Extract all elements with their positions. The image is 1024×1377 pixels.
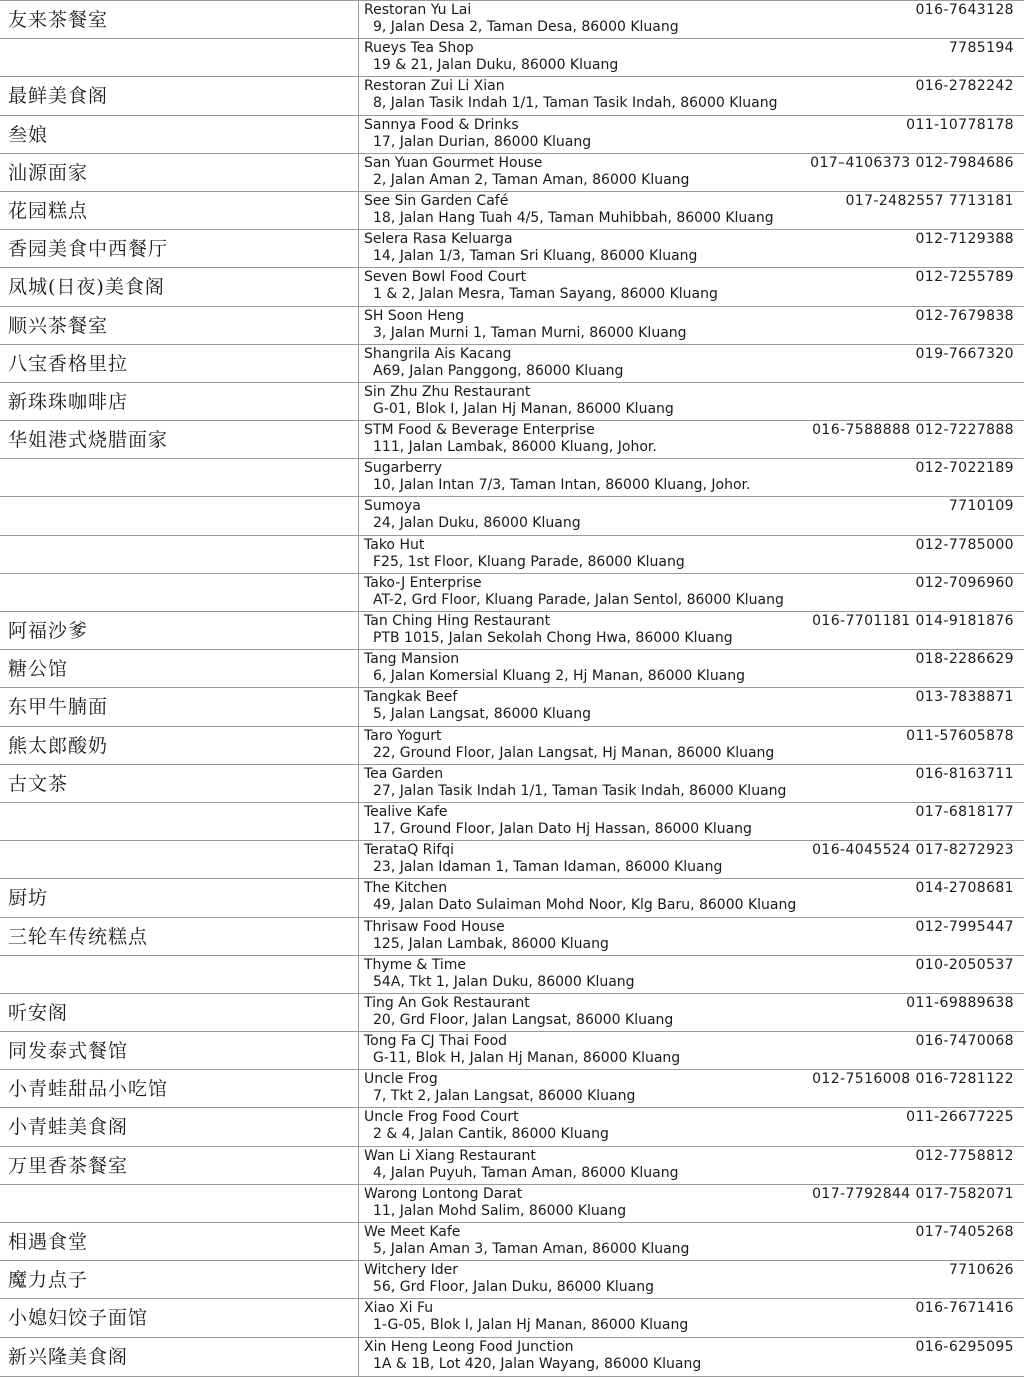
business-address: 11, Jalan Mohd Salim, 86000 Kluang — [373, 1202, 627, 1219]
business-address: 10, Jalan Intan 7/3, Taman Intan, 86000 Kluang, Johor. — [373, 477, 751, 494]
business-name: Wan Li Xiang Restaurant — [364, 1147, 536, 1164]
directory-row — [0, 383, 1024, 421]
phone-number: 012-7255789 — [915, 269, 1014, 286]
chinese-name: 三轮车传统糕点 — [8, 925, 149, 948]
business-address: 125, Jalan Lambak, 86000 Kluang — [373, 935, 609, 952]
chinese-name: 糖公馆 — [8, 658, 69, 681]
business-address: PTB 1015, Jalan Sekolah Chong Hwa, 86000 Kluang — [373, 630, 733, 646]
directory-row — [0, 268, 1024, 306]
column-divider — [358, 497, 359, 534]
business-name: Thrisaw Food House — [364, 918, 505, 935]
business-address: 56, Grd Floor, Jalan Duku, 86000 Kluang — [373, 1279, 655, 1296]
phone-number: 012-7096960 — [915, 574, 1014, 591]
business-address: 5, Jalan Langsat, 86000 Kluang — [373, 706, 591, 723]
directory-row — [0, 154, 1024, 192]
directory-row — [0, 77, 1024, 115]
phone-number: 011-26677225 — [906, 1109, 1014, 1126]
directory-row — [0, 230, 1024, 268]
business-name: Rueys Tea Shop — [364, 40, 474, 57]
directory-row — [0, 727, 1024, 765]
column-divider — [358, 154, 359, 191]
phone-number: 016-7701181 014-9181876 — [812, 613, 1014, 629]
chinese-name: 魔力点子 — [8, 1269, 89, 1292]
column-divider — [358, 841, 359, 878]
business-name: Restoran Yu Lai — [364, 2, 472, 18]
directory-row — [0, 39, 1024, 77]
column-divider — [358, 268, 359, 305]
business-address: 27, Jalan Tasik Indah 1/1, Taman Tasik Indah, 86000 Kluang — [373, 782, 787, 799]
phone-number: 014-2708681 — [915, 880, 1014, 897]
business-name: Tan Ching Hing Restaurant — [364, 613, 551, 629]
directory-row — [0, 536, 1024, 574]
business-name: SH Soon Heng — [364, 307, 465, 324]
chinese-name: 同发泰式餐馆 — [8, 1040, 129, 1063]
column-divider — [358, 383, 359, 420]
chinese-name: 汕源面家 — [8, 161, 89, 184]
directory-row — [0, 1299, 1024, 1337]
column-divider — [358, 1261, 359, 1298]
chinese-name: 新兴隆美食阁 — [8, 1345, 129, 1368]
phone-number: 017-7792844 017-7582071 — [812, 1185, 1014, 1202]
business-name: Tea Garden — [364, 765, 444, 782]
column-divider — [358, 345, 359, 382]
phone-number: 013-7838871 — [915, 689, 1014, 706]
business-address: 22, Ground Floor, Jalan Langsat, Hj Manan, 86000 Kluang — [373, 744, 775, 761]
business-address: A69, Jalan Panggong, 86000 Kluang — [373, 362, 624, 379]
business-address: 17, Jalan Durian, 86000 Kluang — [373, 133, 592, 150]
column-divider — [358, 918, 359, 955]
business-name: Tako-J Enterprise — [364, 574, 482, 591]
column-divider — [358, 1147, 359, 1184]
business-address: G-01, Blok I, Jalan Hj Manan, 86000 Kluang — [373, 400, 674, 417]
business-name: Xin Heng Leong Food Junction — [364, 1338, 574, 1355]
business-address: 6, Jalan Komersial Kluang 2, Hj Manan, 86000 Kluang — [373, 668, 746, 685]
business-address: 1-G-05, Blok I, Jalan Hj Manan, 86000 Kluang — [373, 1317, 689, 1334]
business-name: Uncle Frog — [364, 1071, 438, 1088]
business-name: Uncle Frog Food Court — [364, 1109, 519, 1126]
chinese-name: 八宝香格里拉 — [8, 352, 129, 375]
business-address: 1 & 2, Jalan Mesra, Taman Sayang, 86000 Kluang — [373, 286, 718, 303]
business-address: 2, Jalan Aman 2, Taman Aman, 86000 Kluang — [373, 171, 690, 188]
chinese-name: 听安阁 — [8, 1001, 69, 1024]
phone-number: 011-10778178 — [906, 116, 1014, 133]
column-divider — [358, 1223, 359, 1260]
business-name: Thyme & Time — [364, 956, 467, 973]
column-divider — [358, 1299, 359, 1336]
business-name: Taro Yogurt — [364, 727, 442, 744]
column-divider — [358, 612, 359, 649]
phone-number: 7710109 — [948, 498, 1014, 515]
directory-row — [0, 688, 1024, 726]
business-address: 19 & 21, Jalan Duku, 86000 Kluang — [373, 57, 619, 74]
directory-row — [0, 765, 1024, 803]
column-divider — [358, 650, 359, 687]
directory-row — [0, 918, 1024, 956]
business-name: Restoran Zui Li Xian — [364, 78, 505, 95]
chinese-name: 厨坊 — [8, 887, 49, 910]
column-divider — [358, 459, 359, 496]
directory-row — [0, 994, 1024, 1032]
directory-row — [0, 116, 1024, 154]
column-divider — [358, 956, 359, 993]
directory-row — [0, 1185, 1024, 1223]
phone-number: 7710626 — [948, 1262, 1014, 1279]
business-name: Tong Fa CJ Thai Food — [364, 1033, 508, 1050]
column-divider — [358, 116, 359, 153]
chinese-name: 古文茶 — [8, 772, 69, 795]
business-name: Sugarberry — [364, 460, 443, 477]
business-address: 8, Jalan Tasik Indah 1/1, Taman Tasik Indah, 86000 Kluang — [373, 95, 778, 112]
business-name: Sannya Food & Drinks — [364, 116, 519, 133]
business-name: Ting An Gok Restaurant — [364, 994, 530, 1011]
business-name: Shangrila Ais Kacang — [364, 345, 512, 362]
directory-row — [0, 803, 1024, 841]
directory-row — [0, 192, 1024, 230]
chinese-name: 华姐港式烧腊面家 — [8, 429, 169, 452]
business-address: 24, Jalan Duku, 86000 Kluang — [373, 515, 581, 532]
phone-number: 012-7758812 — [915, 1147, 1014, 1164]
business-name: Selera Rasa Keluarga — [364, 231, 513, 248]
column-divider — [358, 727, 359, 764]
business-name: Tang Mansion — [364, 651, 460, 668]
column-divider — [358, 994, 359, 1031]
chinese-name: 万里香茶餐室 — [8, 1154, 129, 1177]
business-address: F25, 1st Floor, Kluang Parade, 86000 Kluang — [373, 553, 685, 570]
business-address: 111, Jalan Lambak, 86000 Kluang, Johor. — [373, 439, 657, 456]
directory-row — [0, 1, 1024, 39]
business-name: STM Food & Beverage Enterprise — [364, 422, 595, 439]
column-divider — [358, 39, 359, 76]
phone-number: 019-7667320 — [915, 345, 1014, 362]
column-divider — [358, 1, 359, 38]
phone-number: 016-2782242 — [915, 78, 1014, 95]
business-name: The Kitchen — [364, 880, 448, 897]
phone-number: 016-8163711 — [915, 765, 1014, 782]
business-name: Xiao Xi Fu — [364, 1300, 434, 1317]
business-address: 5, Jalan Aman 3, Taman Aman, 86000 Kluang — [373, 1241, 690, 1257]
business-address: 20, Grd Floor, Jalan Langsat, 86000 Kluang — [373, 1011, 674, 1028]
business-name: TerataQ Rifqi — [364, 842, 454, 859]
directory-row — [0, 650, 1024, 688]
phone-number: 016-7588888 012-7227888 — [812, 422, 1014, 439]
phone-number: 018-2286629 — [915, 651, 1014, 668]
phone-number: 011-57605878 — [906, 727, 1014, 744]
business-name: Witchery Ider — [364, 1262, 458, 1279]
chinese-name: 小青蛙甜品小吃馆 — [8, 1078, 169, 1101]
business-name: San Yuan Gourmet House — [364, 154, 543, 171]
phone-number: 016-7643128 — [915, 2, 1014, 18]
phone-number: 016-6295095 — [915, 1338, 1014, 1355]
column-divider — [358, 1032, 359, 1069]
business-address: 23, Jalan Idaman 1, Taman Idaman, 86000 Kluang — [373, 859, 723, 876]
chinese-name: 小媳妇饺子面馆 — [8, 1307, 149, 1330]
chinese-name: 阿福沙爹 — [8, 620, 89, 642]
chinese-name: 友来茶餐室 — [8, 9, 109, 31]
phone-number: 012-7022189 — [915, 460, 1014, 477]
column-divider — [358, 192, 359, 229]
phone-number: 7785194 — [948, 40, 1014, 57]
phone-number: 016-7671416 — [915, 1300, 1014, 1317]
business-name: We Meet Kafe — [364, 1224, 461, 1240]
phone-number: 012-7785000 — [915, 536, 1014, 553]
chinese-name: 顺兴茶餐室 — [8, 314, 109, 337]
business-name: Tealive Kafe — [364, 803, 448, 820]
column-divider — [358, 536, 359, 573]
column-divider — [358, 307, 359, 344]
business-address: 4, Jalan Puyuh, Taman Aman, 86000 Kluang — [373, 1164, 679, 1181]
directory-row — [0, 421, 1024, 459]
column-divider — [358, 1185, 359, 1222]
phone-number: 016-7470068 — [915, 1033, 1014, 1050]
chinese-name: 小青蛙美食阁 — [8, 1116, 129, 1139]
column-divider — [358, 879, 359, 916]
directory-row — [0, 1261, 1024, 1299]
phone-number: 010-2050537 — [915, 956, 1014, 973]
chinese-name: 最鲜美食阁 — [8, 85, 109, 108]
business-address: 3, Jalan Murni 1, Taman Murni, 86000 Kluang — [373, 324, 687, 341]
directory-row — [0, 841, 1024, 879]
phone-number: 016-4045524 017-8272923 — [812, 842, 1014, 859]
directory-row — [0, 1070, 1024, 1108]
business-address: 2 & 4, Jalan Cantik, 86000 Kluang — [373, 1126, 609, 1143]
column-divider — [358, 803, 359, 840]
chinese-name: 新珠珠咖啡店 — [8, 390, 129, 413]
business-address: 9, Jalan Desa 2, Taman Desa, 86000 Kluang — [373, 19, 679, 35]
directory-row — [0, 956, 1024, 994]
phone-number: 012-7516008 016-7281122 — [812, 1071, 1014, 1088]
phone-number: 017-2482557 7713181 — [845, 192, 1014, 209]
chinese-name: 香园美食中西餐厅 — [8, 238, 169, 261]
phone-number: 017-7405268 — [915, 1224, 1014, 1240]
business-name: Tako Hut — [364, 536, 425, 553]
business-name: See Sin Garden Café — [364, 192, 509, 209]
directory-row — [0, 879, 1024, 917]
chinese-name: 花园糕点 — [8, 199, 89, 222]
directory-row — [0, 345, 1024, 383]
column-divider — [358, 1108, 359, 1145]
directory-row — [0, 1032, 1024, 1070]
phone-number: 017–4106373 012-7984686 — [810, 154, 1014, 171]
phone-number: 012-7679838 — [915, 307, 1014, 324]
directory-row — [0, 1338, 1024, 1376]
chinese-name: 熊太郎酸奶 — [8, 734, 109, 757]
column-divider — [358, 1338, 359, 1376]
column-divider — [358, 574, 359, 611]
business-address: 1A & 1B, Lot 420, Jalan Wayang, 86000 Kluang — [373, 1355, 702, 1372]
business-name: Sin Zhu Zhu Restaurant — [364, 383, 531, 400]
phone-number: 012-7995447 — [915, 918, 1014, 935]
business-name: Tangkak Beef — [364, 689, 458, 706]
business-address: 49, Jalan Dato Sulaiman Mohd Noor, Klg Baru, 86000 Kluang — [373, 897, 797, 914]
business-name: Warong Lontong Darat — [364, 1185, 523, 1202]
directory-row — [0, 1147, 1024, 1185]
column-divider — [358, 765, 359, 802]
directory-row — [0, 1108, 1024, 1146]
business-address: 7, Tkt 2, Jalan Langsat, 86000 Kluang — [373, 1088, 636, 1105]
chinese-name: 凤城(日夜)美食阁 — [8, 276, 165, 299]
directory-row — [0, 612, 1024, 650]
business-name: Seven Bowl Food Court — [364, 269, 527, 286]
directory-row — [0, 497, 1024, 535]
phone-number: 012-7129388 — [915, 231, 1014, 248]
chinese-name: 东甲牛腩面 — [8, 696, 109, 719]
business-name: Sumoya — [364, 498, 421, 515]
chinese-name: 相遇食堂 — [8, 1231, 89, 1253]
business-address: AT-2, Grd Floor, Kluang Parade, Jalan Sentol, 86000 Kluang — [373, 591, 784, 608]
column-divider — [358, 77, 359, 114]
directory-row — [0, 574, 1024, 612]
directory-row — [0, 459, 1024, 497]
directory-row — [0, 307, 1024, 345]
column-divider — [358, 421, 359, 458]
phone-number: 017-6818177 — [915, 803, 1014, 820]
directory-row — [0, 1223, 1024, 1261]
business-address: G-11, Blok H, Jalan Hj Manan, 86000 Kluang — [373, 1050, 681, 1067]
column-divider — [358, 688, 359, 725]
business-address: 17, Ground Floor, Jalan Dato Hj Hassan, 86000 Kluang — [373, 820, 752, 837]
column-divider — [358, 230, 359, 267]
business-address: 18, Jalan Hang Tuah 4/5, Taman Muhibbah, 86000 Kluang — [373, 209, 774, 226]
business-address: 14, Jalan 1/3, Taman Sri Kluang, 86000 Kluang — [373, 248, 698, 265]
chinese-name: 叁娘 — [8, 123, 49, 146]
column-divider — [358, 1070, 359, 1107]
phone-number: 011-69889638 — [906, 994, 1014, 1011]
business-address: 54A, Tkt 1, Jalan Duku, 86000 Kluang — [373, 973, 635, 990]
